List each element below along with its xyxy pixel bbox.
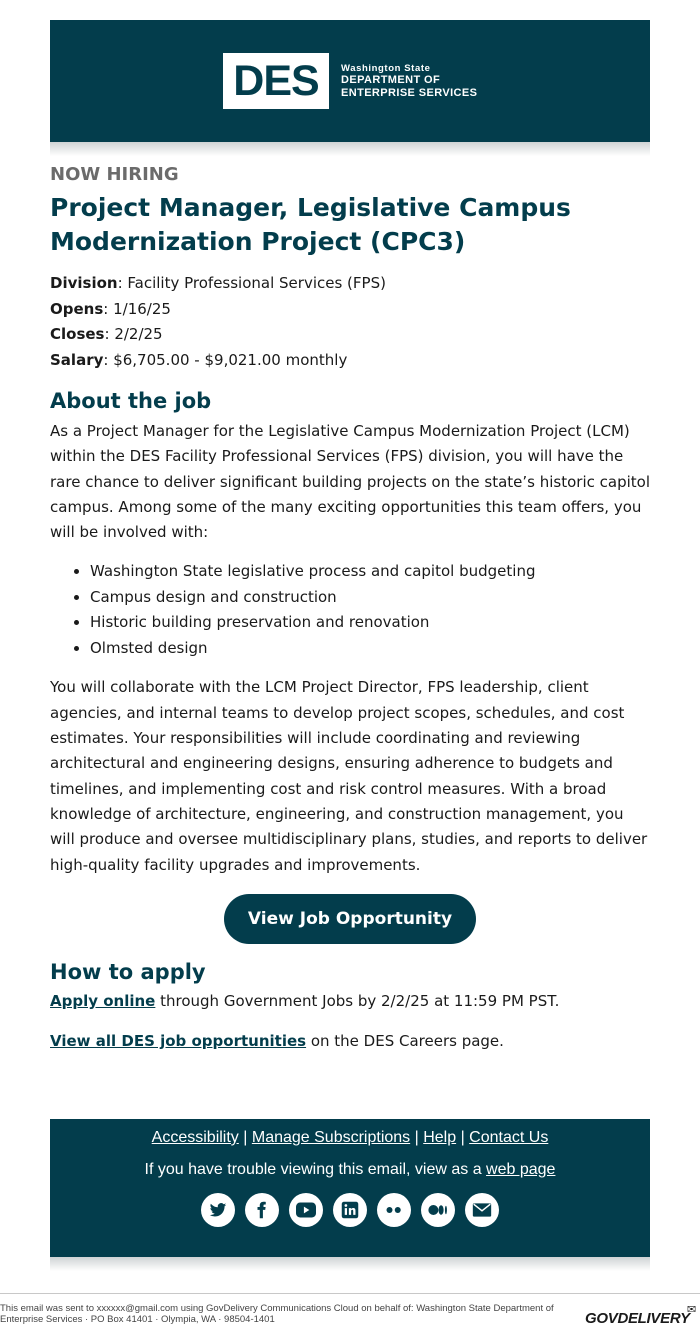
- about-heading: About the job: [50, 389, 212, 413]
- logo-line-3: ENTERPRISE SERVICES: [341, 86, 478, 99]
- logo-line-1: Washington State: [341, 62, 431, 74]
- meta-label: Opens: [50, 299, 104, 318]
- email-icon[interactable]: [465, 1193, 499, 1227]
- opportunity-list: [50, 559, 650, 661]
- job-title: Project Manager, Legislative Campus Modernization Project (CPC3): [50, 193, 571, 256]
- meta-value: : 1/16/25: [103, 299, 171, 318]
- footer-links: [50, 1129, 650, 1147]
- govdelivery-logo: GOVDELIVERY: [585, 1310, 690, 1327]
- youtube-icon[interactable]: [289, 1193, 323, 1227]
- list-item: • Washington State legislative process and capitol budgeting: [90, 559, 650, 585]
- delivery-disclaimer: This email was sent to xxxxxx@gmail.com using GovDelivery Communications Cloud on behalf of: Washington State Department of Enterprise Services · PO Box 41401 · Olympia, WA · 98504-1401: [0, 1303, 554, 1325]
- envelope-icon: ✉: [687, 1303, 697, 1316]
- email-header: [50, 20, 650, 142]
- meta-value: : 2/2/25: [104, 325, 163, 343]
- apply-online-line: [50, 990, 650, 1012]
- des-logo: [223, 53, 477, 109]
- logo-line-2: DEPARTMENT OF: [341, 73, 441, 86]
- header-shadow: [50, 142, 650, 156]
- twitter-icon[interactable]: [201, 1193, 235, 1227]
- list-item: • Historic building preservation and renovation: [90, 610, 650, 636]
- footer-separator: |: [410, 1129, 424, 1146]
- about-intro: As a Project Manager for the Legislative Campus Modernization Project (LCM) within the DES Facility Professional Services (FPS) division, you will have the rare chance to deliver significant building projects on the state’s historic capitol campus. Among some of the many exciting opportunities this team offers, you will be involved with:: [50, 422, 650, 542]
- logo-wordmark: [341, 63, 477, 100]
- meta-label: Closes: [50, 325, 105, 343]
- meta-value: : Facility Professional Services (FPS): [117, 274, 386, 292]
- contact-us-link[interactable]: Contact Us: [469, 1129, 549, 1146]
- apply-online-text: through Government Jobs by 2/2/25 at 11:59 PM PST.: [155, 991, 560, 1010]
- help-link[interactable]: Help: [423, 1129, 457, 1146]
- facebook-icon[interactable]: [245, 1193, 279, 1227]
- meta-closes: [50, 322, 650, 348]
- footer-separator: |: [456, 1129, 470, 1146]
- web-page-link[interactable]: web page: [486, 1161, 556, 1178]
- meta-label: Salary: [50, 350, 104, 369]
- footer-separator: |: [238, 1129, 252, 1146]
- view-all-jobs-link[interactable]: View all DES job opportunities: [50, 1031, 307, 1050]
- view-all-line: [50, 1030, 650, 1052]
- flickr-icon[interactable]: [377, 1193, 411, 1227]
- linkedin-icon[interactable]: [333, 1193, 367, 1227]
- view-web-line: [50, 1161, 650, 1179]
- accessibility-link[interactable]: Accessibility: [151, 1129, 239, 1146]
- meta-label: Division: [50, 274, 118, 292]
- view-all-text: on the DES Careers page.: [306, 1031, 504, 1050]
- footer-shadow: [50, 1257, 650, 1271]
- list-item: • Olmsted design: [90, 636, 650, 662]
- view-job-opportunity-button[interactable]: View Job Opportunity: [224, 894, 476, 944]
- meta-value: : $6,705.00 - $9,021.00 monthly: [103, 350, 348, 369]
- logo-mark: DES: [223, 53, 329, 109]
- meta-division: [50, 271, 650, 297]
- manage-subscriptions-link[interactable]: Manage Subscriptions: [251, 1129, 411, 1146]
- list-item: • Campus design and construction: [90, 585, 650, 611]
- social-icons: [50, 1193, 650, 1227]
- job-meta: [50, 271, 650, 373]
- meta-opens: [50, 297, 650, 323]
- divider: [0, 1293, 700, 1294]
- how-to-apply-heading: How to apply: [50, 959, 206, 984]
- cta-wrap: [50, 894, 650, 944]
- main-content: [50, 162, 650, 1070]
- view-web-text: If you have trouble viewing this email, view as a: [144, 1161, 487, 1178]
- now-hiring-label: NOW HIRING: [50, 164, 179, 185]
- meta-salary: [50, 348, 650, 374]
- apply-online-link[interactable]: Apply online: [50, 991, 156, 1010]
- medium-icon[interactable]: [421, 1193, 455, 1227]
- about-detail: You will collaborate with the LCM Project Director, FPS leadership, client agencies, and internal teams to develop project scopes, schedules, and cost estimates. Your responsibilities will include coordinating and reviewing architectural and engineering designs, ensuring adherence to budgets and timelines, and implementing cost and risk control measures. With a broad knowledge of architecture, engineering, and construction management, you will produce and oversee multidisciplinary plans, studies, and reports to deliver high-quality facility upgrades and improvements.: [50, 678, 648, 874]
- email-footer: [50, 1119, 650, 1257]
